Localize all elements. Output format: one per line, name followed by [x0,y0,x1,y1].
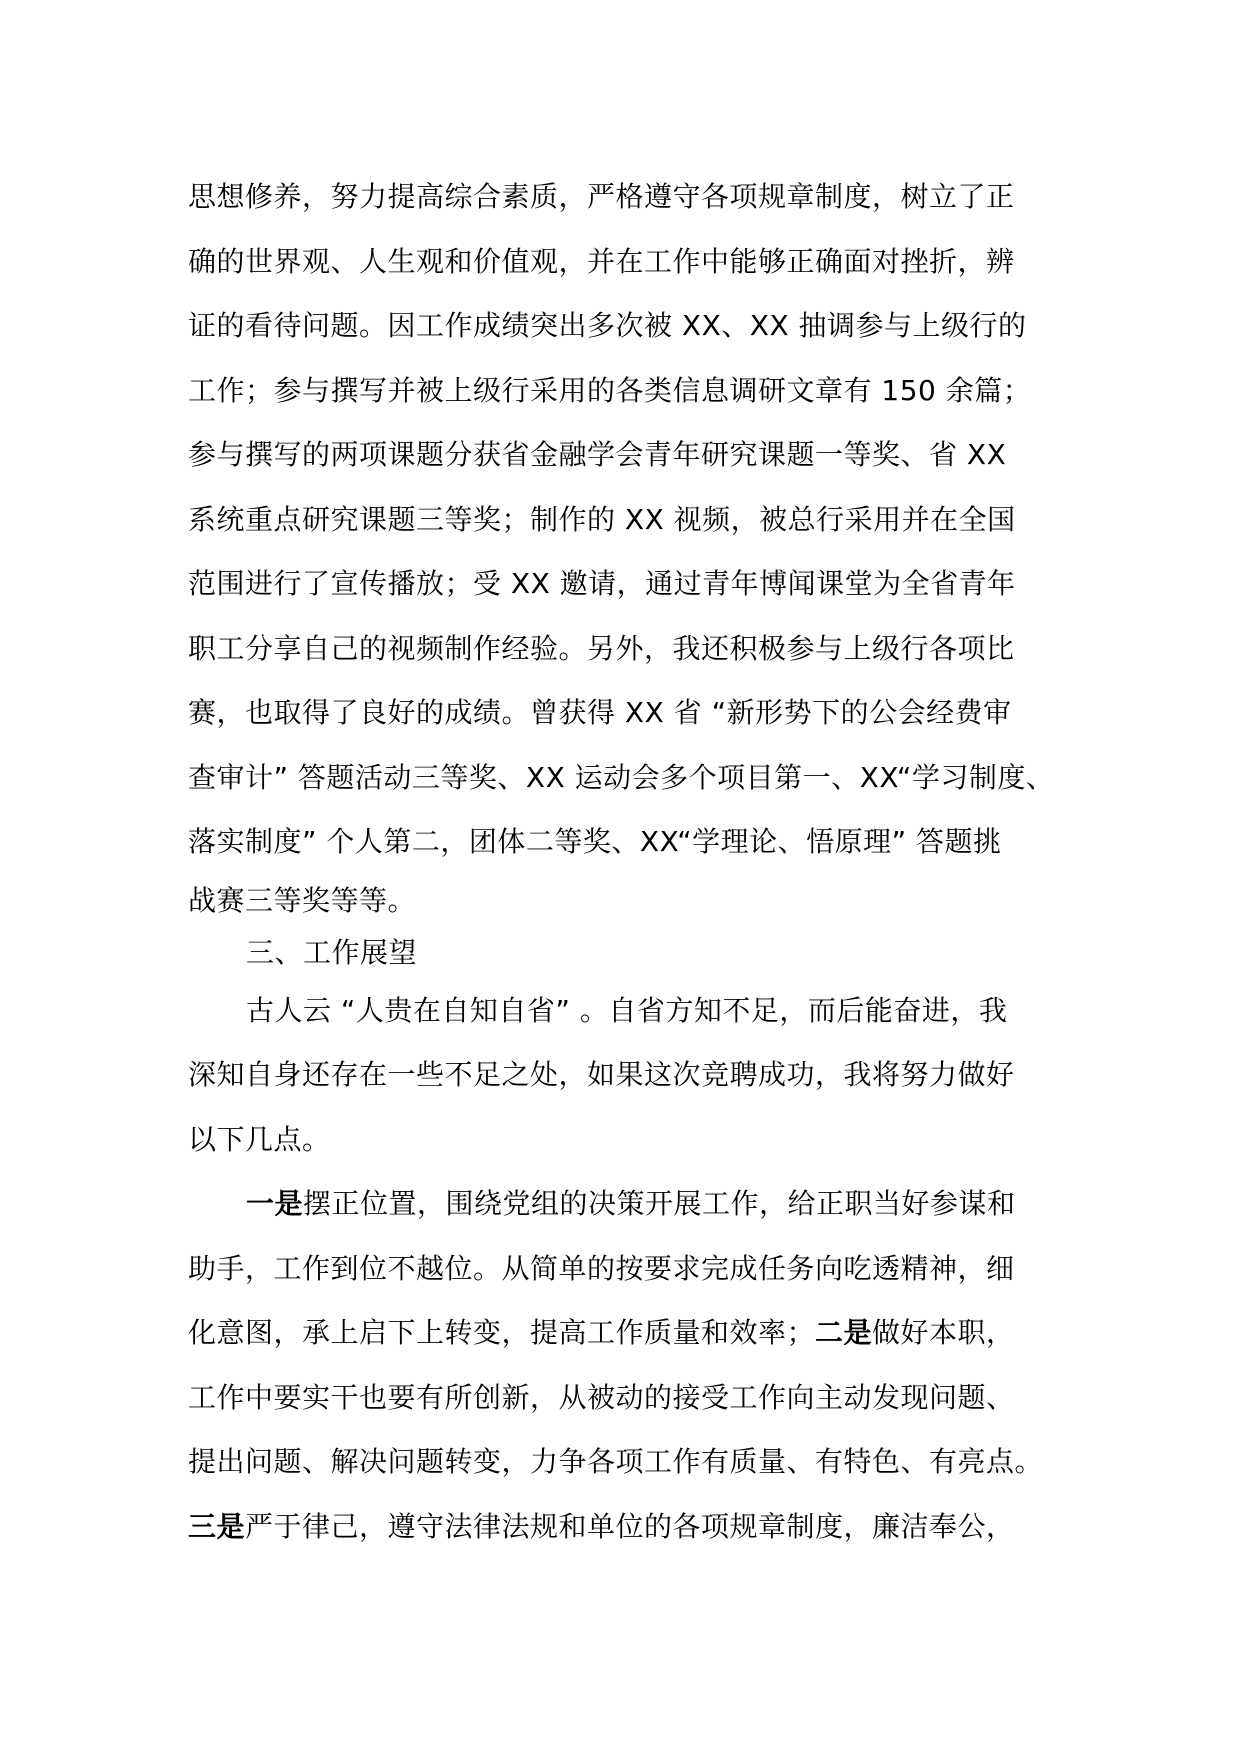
point-three-text: 严于律己，遵守法律法规和单位的各项规章制度，廉洁奉公， [245,1509,1015,1543]
point-two-text: 做好本职， [872,1316,1015,1349]
text-line: 古人云 “人贵在自知自省” 。自省方知不足，而后能奋进，我 [246,993,1008,1027]
text-line: 范围进行了宣传播放；受 XX 邀请，通过青年博闻课堂为全省青年 [188,567,1016,600]
text-line: 深知自身还存在一些不足之处，如果这次竞聘成功，我将努力做好 [188,1058,1015,1091]
text-line: 赛，也取得了良好的成绩。曾获得 XX 省 “新形势下的公会经费审 [188,696,1012,729]
paragraph-plans [188,1172,1068,1559]
paragraph-achievements [188,165,1068,927]
text-line: 提出问题、解决问题转变，力争各项工作有质量、有特色、有亮点。 [188,1445,1044,1478]
point-one-text: 摆正位置，围绕党组的决策开展工作，给正职当好参谋和 [303,1187,1016,1220]
text-line: 系统重点研究课题三等奖；制作的 XX 视频，被总行采用并在全国 [188,502,1016,536]
text-line [188,1172,1068,1237]
text-line: 证的看待问题。因工作成绩突出多次被 XX、XX 抽调参与上级行的 [188,309,1027,342]
text-line: 助手，工作到位不越位。从简单的按要求完成任务向吃透精神，细 [188,1251,1015,1285]
text-line: 工作；参与撰写并被上级行采用的各类信息调研文章有 150 余篇； [188,373,1032,407]
paragraph-outlook [188,979,1068,1173]
text-line: 落实制度” 个人第二，团体二等奖、XX“学理论、悟原理” 答题挑 [188,825,1002,858]
text-line: 查审计” 答题活动三等奖、XX 运动会多个项目第一、XX“学习制度、 [188,760,1055,794]
text-line: 职工分享自己的视频制作经验。另外，我还积极参与上级行各项比 [188,631,1015,665]
point-one-text-end: 化意图，承上启下上转变，提高工作质量和效率； [188,1316,816,1349]
text-line [188,1301,1068,1366]
section-heading: 三、工作展望 [246,935,418,969]
text-line: 战赛三等奖等等。 [188,883,417,917]
point-one-label: 一是 [246,1187,304,1220]
text-line: 参与撰写的两项课题分获省金融学会青年研究课题一等奖、省 XX [188,438,1007,471]
point-two-label: 二是 [815,1316,873,1349]
document-body [188,165,1068,1559]
text-line: 思想修养，努力提高综合素质，严格遵守各项规章制度，树立了正 [188,180,1015,213]
text-line: 工作中要实干也要有所创新，从被动的接受工作向主动发现问题、 [188,1380,1015,1414]
point-three-label: 三是 [188,1509,246,1543]
text-line: 以下几点。 [188,1122,331,1156]
text-line: 确的世界观、人生观和价值观，并在工作中能够正确面对挫折，辨 [188,244,1015,278]
text-line [188,1495,1068,1560]
